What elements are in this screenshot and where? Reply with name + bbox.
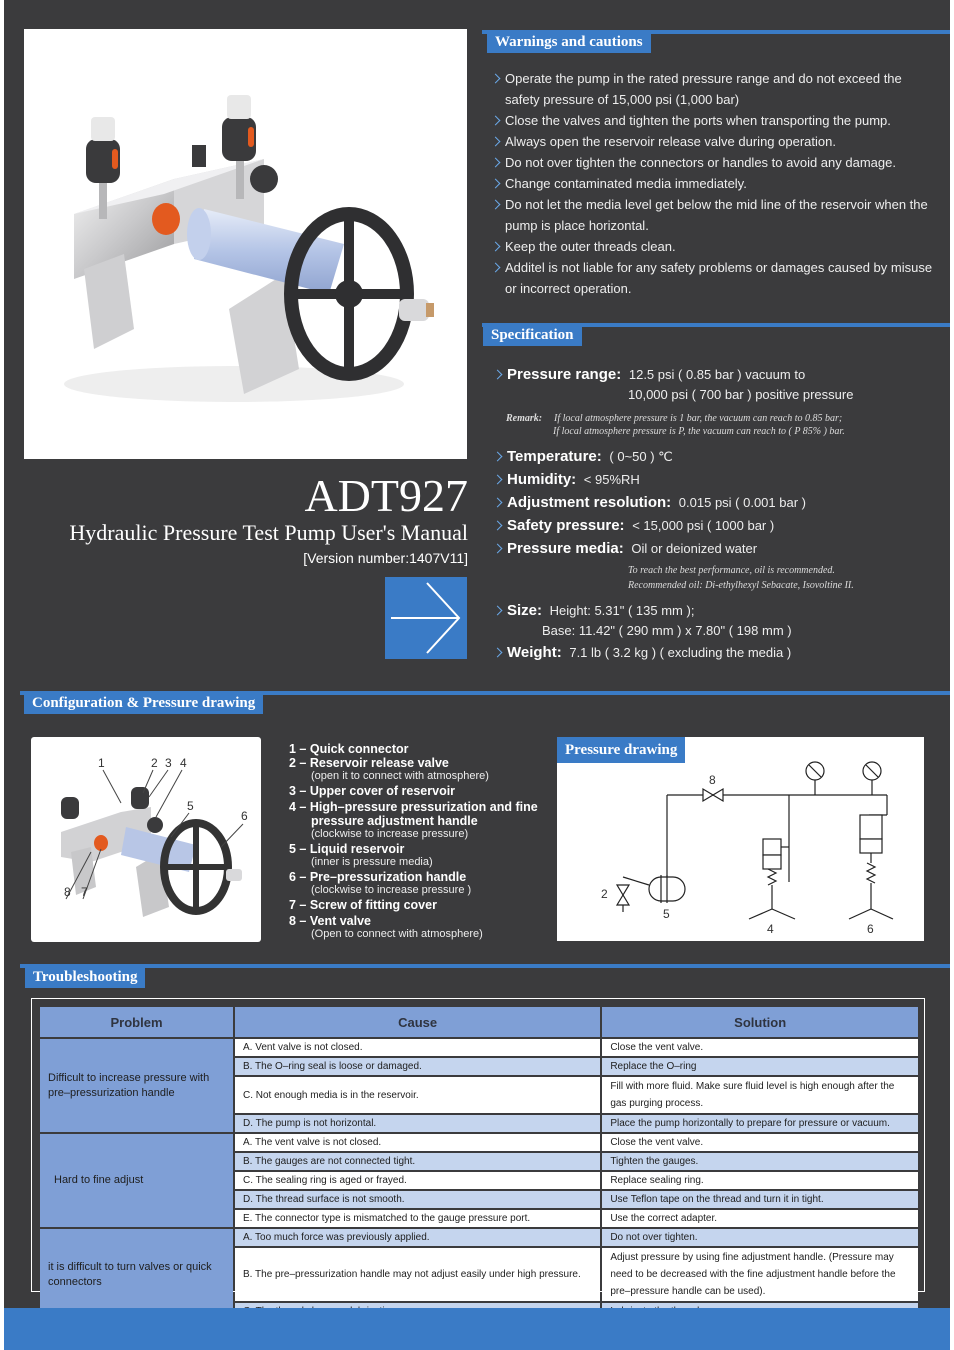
remark-line-1: If local atmosphere pressure is 1 bar, the vacuum can reach to 0.85 bar; [554, 413, 843, 424]
header-solution: Solution [602, 1007, 918, 1037]
chevron-right-icon [493, 452, 503, 462]
solution-cell: Replace sealing ring. [602, 1172, 918, 1189]
solution-cell: Place the pump horizontally to prepare for pressure or vacuum. [602, 1115, 918, 1132]
config-item: 7 – Screw of fitting cover [289, 898, 437, 912]
pressure-drawing-panel [557, 737, 924, 941]
part-label: 1 [98, 756, 105, 770]
cause-cell: A. The vent valve is not closed. [235, 1134, 600, 1151]
product-photo [24, 29, 467, 459]
manual-page [4, 0, 950, 1350]
warning-item: Do not let the media level get below the mid line of the reservoir when the pump is place horizontal. [494, 194, 934, 236]
spec-humidity [494, 471, 640, 488]
spec-pressure-range [494, 366, 805, 383]
part-label: 7 [81, 885, 88, 899]
spec-label: Pressure range: [507, 366, 622, 383]
cause-cell: A. Too much force was previously applied. [235, 1229, 600, 1246]
config-item: 1 – Quick connector [289, 742, 409, 756]
warning-item: Keep the outer threads clean. [494, 236, 934, 257]
table-header-row [40, 1007, 918, 1037]
troubleshooting-divider [20, 964, 950, 968]
spec-value: Height: 5.31" ( 135 mm ); [549, 603, 695, 618]
config-item: 8 – Vent valve (Open to connect with atmosphere) [289, 914, 483, 940]
cause-cell: C. Not enough media is in the reservoir. [235, 1077, 600, 1113]
schematic-label-pump-4: 4 [767, 922, 774, 936]
spec-weight [494, 644, 791, 661]
cause-cell: D. The pump is not horizontal. [235, 1115, 600, 1132]
arrow-right-icon [385, 577, 467, 659]
chevron-right-icon [493, 498, 503, 508]
spec-value: < 15,000 psi ( 1000 bar ) [632, 518, 775, 533]
solution-cell: Do not over tighten. [602, 1229, 918, 1246]
spec-label: Temperature: [507, 448, 602, 465]
part-label: 5 [187, 799, 194, 813]
manual-subtitle: Hydraulic Pressure Test Pump User's Manual [69, 520, 468, 545]
next-arrow-button[interactable] [385, 577, 467, 659]
schematic-label-vent: 8 [709, 773, 716, 787]
table-row [40, 1134, 918, 1151]
troubleshooting-table [38, 1005, 920, 1322]
cause-cell: B. The pre–pressurization handle may not adjust easily under high pressure. [235, 1248, 600, 1301]
spec-value: 12.5 psi ( 0.85 bar ) vacuum to [628, 367, 806, 382]
warning-item: Close the valves and tighten the ports when transporting the pump. [494, 110, 934, 131]
chevron-right-icon [491, 74, 501, 84]
product-model: ADT927 [304, 470, 468, 521]
part-label: 6 [241, 809, 248, 823]
chevron-right-icon [493, 521, 503, 531]
footer-band [4, 1308, 950, 1350]
cause-cell: A. Vent valve is not closed. [235, 1039, 600, 1056]
warning-item: Do not over tighten the connectors or handles to avoid any damage. [494, 152, 934, 173]
cause-cell: B. The gauges are not connected tight. [235, 1153, 600, 1170]
warning-item: Change contaminated media immediately. [494, 173, 934, 194]
warning-item: Always open the reservoir release valve during operation. [494, 131, 934, 152]
config-item: 4 – High–pressure pressurization and fine pressure adjustment handle (clockwise to increase pressure) [289, 800, 538, 840]
solution-cell: Replace the O–ring [602, 1058, 918, 1075]
spec-label: Weight: [507, 644, 562, 661]
problem-cell: Hard to fine adjust [40, 1134, 233, 1227]
config-item: 5 – Liquid reservoir (inner is pressure media) [289, 842, 433, 868]
spec-value: 7.1 lb ( 3.2 kg ) ( excluding the media ) [569, 645, 792, 660]
chevron-right-icon [493, 648, 503, 658]
warnings-title: Warnings and cautions [487, 31, 651, 53]
media-note-1: To reach the best performance, oil is recommended. [628, 565, 835, 576]
chevron-right-icon [493, 544, 503, 554]
spec-value: < 95%RH [583, 472, 640, 487]
chevron-right-icon [491, 263, 501, 273]
table-row [40, 1229, 918, 1246]
pump-part-diagram [31, 737, 261, 942]
solution-cell: Close the vent valve. [602, 1134, 918, 1151]
solution-cell: Use Teflon tape on the thread and turn it in tight. [602, 1191, 918, 1208]
solution-cell: Adjust pressure by using fine adjustment handle. (Pressure may need to be decreased with the fine adjustment handle before the pre–pressure handle can be used). [602, 1248, 918, 1301]
spec-label: Size: [507, 602, 543, 619]
cause-cell: E. The connector type is mismatched to the gauge pressure port. [235, 1210, 600, 1227]
part-label: 4 [180, 756, 187, 770]
chevron-right-icon [491, 116, 501, 126]
spec-safety-pressure [494, 517, 774, 534]
schematic-label-release: 2 [601, 887, 608, 901]
warning-item: Additel is not liable for any safety problems or damages caused by misuse or incorrect operation. [494, 257, 934, 299]
chevron-right-icon [491, 137, 501, 147]
solution-cell: Use the correct adapter. [602, 1210, 918, 1227]
spec-label: Pressure media: [507, 540, 624, 557]
spec-label: Adjustment resolution: [507, 494, 672, 511]
configuration-title: Configuration & Pressure drawing [24, 692, 263, 714]
version-number: [Version number:1407V11] [303, 550, 468, 566]
schematic-label-reservoir: 5 [663, 907, 670, 921]
config-item: 3 – Upper cover of reservoir [289, 784, 456, 798]
table-row [40, 1039, 918, 1056]
pump-illustration [24, 29, 467, 459]
remark-line-2: If local atmosphere pressure is P, the vacuum can reach to ( P 85% ) bar. [553, 426, 845, 437]
chevron-right-icon [491, 200, 501, 210]
problem-cell: Difficult to increase pressure with pre–pressurization handle [40, 1039, 233, 1132]
spec-pressure-range-cont: 10,000 psi ( 700 bar ) positive pressure [628, 387, 854, 402]
problem-cell: it is difficult to turn valves or quick connectors [40, 1229, 233, 1320]
chevron-right-icon [493, 606, 503, 616]
spec-label: Safety pressure: [507, 517, 625, 534]
pressure-drawing-title: Pressure drawing [557, 737, 685, 763]
warnings-list [494, 68, 934, 299]
solution-cell: Close the vent valve. [602, 1039, 918, 1056]
part-label: 3 [165, 756, 172, 770]
config-item: 6 – Pre–pressurization handle (clockwise to increase pressure ) [289, 870, 472, 896]
header-problem: Problem [40, 1007, 233, 1037]
chevron-right-icon [493, 370, 503, 380]
spec-size-cont: Base: 11.42" ( 290 mm ) x 7.80" ( 198 mm ) [542, 623, 792, 638]
spec-resolution [494, 494, 806, 511]
header-cause: Cause [235, 1007, 600, 1037]
spec-value: 0.015 psi ( 0.001 bar ) [678, 495, 806, 510]
chevron-right-icon [493, 475, 503, 485]
hydraulic-schematic [557, 737, 924, 941]
cause-cell: B. The O–ring seal is loose or damaged. [235, 1058, 600, 1075]
chevron-right-icon [491, 179, 501, 189]
specification-title: Specification [483, 324, 582, 346]
part-label: 8 [64, 885, 71, 899]
solution-cell: Fill with more fluid. Make sure fluid level is high enough after the gas purging process. [602, 1077, 918, 1113]
spec-value: ( 0~50 ) ℃ [609, 449, 673, 464]
config-item: 2 – Reservoir release valve (open it to connect with atmosphere) [289, 756, 489, 782]
media-note-2: Recommended oil: Di-ethylhexyl Sebacate, Isovoltine II. [628, 580, 854, 591]
remark-label: Remark: [506, 413, 543, 424]
troubleshooting-title: Troubleshooting [25, 966, 145, 988]
spec-label: Humidity: [507, 471, 577, 488]
cause-cell: C. The sealing ring is aged or frayed. [235, 1172, 600, 1189]
part-label: 2 [151, 756, 158, 770]
solution-cell: Tighten the gauges. [602, 1153, 918, 1170]
spec-temperature [494, 448, 673, 465]
spec-pressure-media [494, 540, 757, 557]
spec-size [494, 602, 694, 619]
configuration-photo [31, 737, 261, 942]
configuration-list [289, 742, 549, 940]
spec-value: Oil or deionized water [631, 541, 758, 556]
cause-cell: D. The thread surface is not smooth. [235, 1191, 600, 1208]
chevron-right-icon [491, 158, 501, 168]
warning-item: Operate the pump in the rated pressure range and do not exceed the safety pressure of 15,000 psi (1,000 bar) [494, 68, 934, 110]
chevron-right-icon [491, 242, 501, 252]
schematic-label-pump-6: 6 [867, 922, 874, 936]
